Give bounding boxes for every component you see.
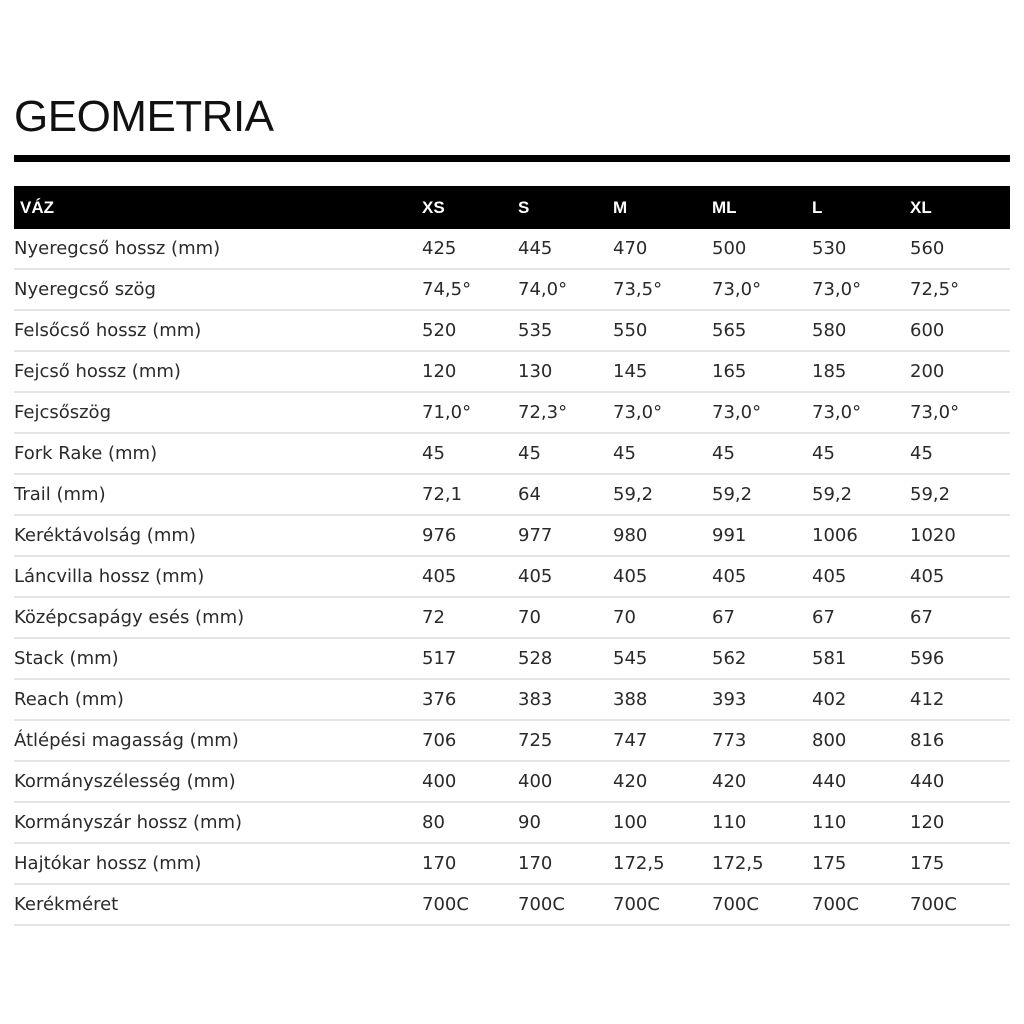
cell-value: 440 — [910, 761, 1010, 802]
cell-value: 73,5° — [613, 269, 712, 310]
cell-value: 405 — [518, 556, 613, 597]
cell-value: 405 — [812, 556, 910, 597]
cell-value: 45 — [812, 433, 910, 474]
table-header-row — [14, 186, 1010, 229]
row-label: Stack (mm) — [14, 638, 422, 679]
row-label: Trail (mm) — [14, 474, 422, 515]
cell-value: 145 — [613, 351, 712, 392]
cell-value: 405 — [910, 556, 1010, 597]
row-label: Fork Rake (mm) — [14, 433, 422, 474]
cell-value: 700C — [518, 884, 613, 925]
cell-value: 580 — [812, 310, 910, 351]
row-label: Nyeregcső hossz (mm) — [14, 229, 422, 269]
cell-value: 388 — [613, 679, 712, 720]
header-size-xl: XL — [910, 186, 1010, 229]
cell-value: 175 — [812, 843, 910, 884]
cell-value: 80 — [422, 802, 518, 843]
cell-value: 70 — [518, 597, 613, 638]
header-size-l: L — [812, 186, 910, 229]
header-frame-label: VÁZ — [14, 186, 422, 229]
cell-value: 67 — [812, 597, 910, 638]
cell-value: 90 — [518, 802, 613, 843]
title-divider — [14, 155, 1010, 162]
cell-value: 550 — [613, 310, 712, 351]
cell-value: 59,2 — [712, 474, 812, 515]
cell-value: 172,5 — [712, 843, 812, 884]
cell-value: 470 — [613, 229, 712, 269]
row-label: Felsőcső hossz (mm) — [14, 310, 422, 351]
cell-value: 100 — [613, 802, 712, 843]
cell-value: 74,0° — [518, 269, 613, 310]
table-row — [14, 310, 1010, 351]
cell-value: 545 — [613, 638, 712, 679]
row-label: Kormányszár hossz (mm) — [14, 802, 422, 843]
cell-value: 64 — [518, 474, 613, 515]
cell-value: 800 — [812, 720, 910, 761]
header-size-m: M — [613, 186, 712, 229]
cell-value: 59,2 — [812, 474, 910, 515]
cell-value: 73,0° — [712, 269, 812, 310]
table-row — [14, 351, 1010, 392]
cell-value: 405 — [422, 556, 518, 597]
cell-value: 725 — [518, 720, 613, 761]
cell-value: 581 — [812, 638, 910, 679]
cell-value: 165 — [712, 351, 812, 392]
cell-value: 72 — [422, 597, 518, 638]
cell-value: 376 — [422, 679, 518, 720]
cell-value: 71,0° — [422, 392, 518, 433]
table-row — [14, 474, 1010, 515]
cell-value: 73,0° — [613, 392, 712, 433]
cell-value: 45 — [712, 433, 812, 474]
cell-value: 73,0° — [910, 392, 1010, 433]
cell-value: 110 — [712, 802, 812, 843]
header-size-xs: XS — [422, 186, 518, 229]
cell-value: 425 — [422, 229, 518, 269]
cell-value: 562 — [712, 638, 812, 679]
cell-value: 1006 — [812, 515, 910, 556]
cell-value: 535 — [518, 310, 613, 351]
cell-value: 45 — [910, 433, 1010, 474]
cell-value: 70 — [613, 597, 712, 638]
cell-value: 402 — [812, 679, 910, 720]
cell-value: 412 — [910, 679, 1010, 720]
table-row — [14, 597, 1010, 638]
table-body — [14, 229, 1010, 925]
cell-value: 72,3° — [518, 392, 613, 433]
table-row — [14, 433, 1010, 474]
cell-value: 420 — [613, 761, 712, 802]
cell-value: 120 — [422, 351, 518, 392]
cell-value: 185 — [812, 351, 910, 392]
cell-value: 130 — [518, 351, 613, 392]
cell-value: 991 — [712, 515, 812, 556]
cell-value: 73,0° — [712, 392, 812, 433]
cell-value: 45 — [422, 433, 518, 474]
row-label: Hajtókar hossz (mm) — [14, 843, 422, 884]
cell-value: 405 — [613, 556, 712, 597]
cell-value: 170 — [422, 843, 518, 884]
table-row — [14, 515, 1010, 556]
table-row — [14, 638, 1010, 679]
cell-value: 73,0° — [812, 269, 910, 310]
table-row — [14, 802, 1010, 843]
cell-value: 700C — [613, 884, 712, 925]
row-label: Reach (mm) — [14, 679, 422, 720]
cell-value: 977 — [518, 515, 613, 556]
row-label: Középcsapágy esés (mm) — [14, 597, 422, 638]
cell-value: 59,2 — [910, 474, 1010, 515]
table-row — [14, 392, 1010, 433]
table-row — [14, 229, 1010, 269]
cell-value: 816 — [910, 720, 1010, 761]
row-label: Átlépési magasság (mm) — [14, 720, 422, 761]
cell-value: 517 — [422, 638, 518, 679]
page-title: GEOMETRIA — [14, 92, 274, 141]
table-row — [14, 843, 1010, 884]
cell-value: 747 — [613, 720, 712, 761]
cell-value: 700C — [712, 884, 812, 925]
cell-value: 520 — [422, 310, 518, 351]
geometry-table — [14, 186, 1010, 926]
cell-value: 110 — [812, 802, 910, 843]
table-row — [14, 679, 1010, 720]
cell-value: 530 — [812, 229, 910, 269]
cell-value: 560 — [910, 229, 1010, 269]
header-size-ml: ML — [712, 186, 812, 229]
cell-value: 565 — [712, 310, 812, 351]
cell-value: 773 — [712, 720, 812, 761]
cell-value: 72,1 — [422, 474, 518, 515]
table-row — [14, 720, 1010, 761]
row-label: Fejcsőszög — [14, 392, 422, 433]
cell-value: 700C — [910, 884, 1010, 925]
cell-value: 445 — [518, 229, 613, 269]
cell-value: 67 — [910, 597, 1010, 638]
cell-value: 45 — [518, 433, 613, 474]
cell-value: 980 — [613, 515, 712, 556]
cell-value: 528 — [518, 638, 613, 679]
cell-value: 976 — [422, 515, 518, 556]
cell-value: 200 — [910, 351, 1010, 392]
cell-value: 420 — [712, 761, 812, 802]
row-label: Fejcső hossz (mm) — [14, 351, 422, 392]
cell-value: 172,5 — [613, 843, 712, 884]
row-label: Kerékméret — [14, 884, 422, 925]
cell-value: 120 — [910, 802, 1010, 843]
header-size-s: S — [518, 186, 613, 229]
cell-value: 383 — [518, 679, 613, 720]
cell-value: 1020 — [910, 515, 1010, 556]
cell-value: 73,0° — [812, 392, 910, 433]
table-row — [14, 884, 1010, 925]
cell-value: 67 — [712, 597, 812, 638]
cell-value: 700C — [812, 884, 910, 925]
cell-value: 170 — [518, 843, 613, 884]
cell-value: 500 — [712, 229, 812, 269]
row-label: Nyeregcső szög — [14, 269, 422, 310]
cell-value: 393 — [712, 679, 812, 720]
table-row — [14, 761, 1010, 802]
cell-value: 405 — [712, 556, 812, 597]
cell-value: 74,5° — [422, 269, 518, 310]
cell-value: 45 — [613, 433, 712, 474]
cell-value: 700C — [422, 884, 518, 925]
row-label: Láncvilla hossz (mm) — [14, 556, 422, 597]
table-row — [14, 269, 1010, 310]
row-label: Kormányszélesség (mm) — [14, 761, 422, 802]
cell-value: 440 — [812, 761, 910, 802]
table-row — [14, 556, 1010, 597]
cell-value: 400 — [518, 761, 613, 802]
cell-value: 72,5° — [910, 269, 1010, 310]
row-label: Keréktávolság (mm) — [14, 515, 422, 556]
cell-value: 175 — [910, 843, 1010, 884]
cell-value: 600 — [910, 310, 1010, 351]
cell-value: 400 — [422, 761, 518, 802]
cell-value: 59,2 — [613, 474, 712, 515]
cell-value: 596 — [910, 638, 1010, 679]
cell-value: 706 — [422, 720, 518, 761]
